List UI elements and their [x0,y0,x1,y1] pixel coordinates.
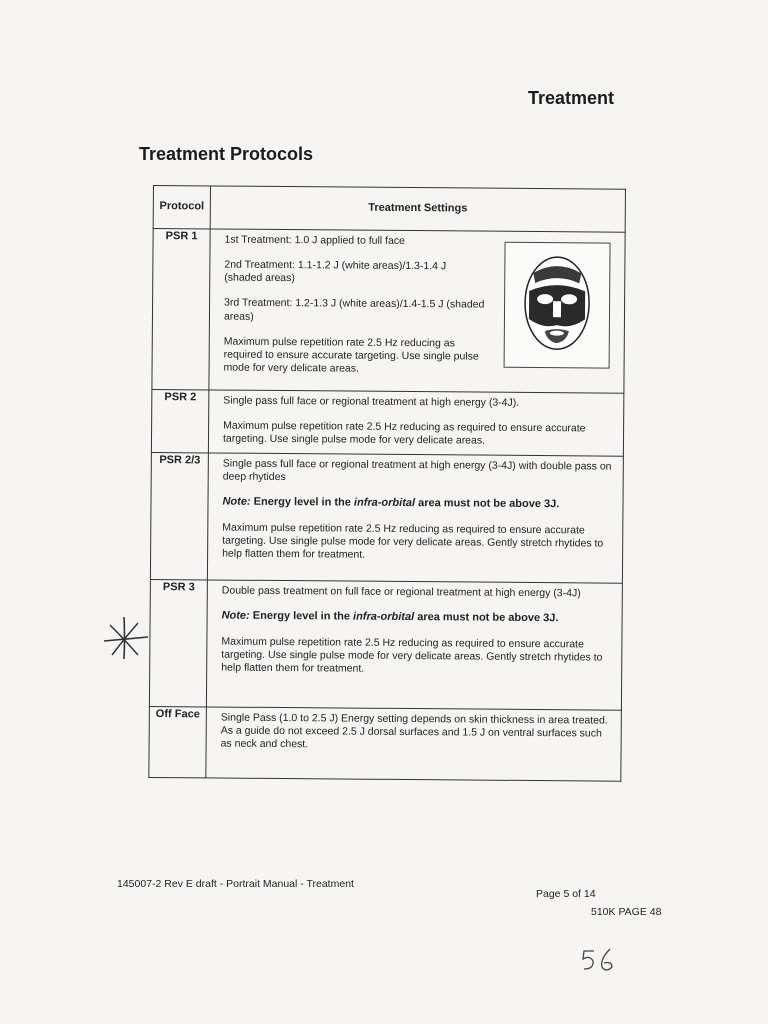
protocol-name: PSR 1 [152,229,210,390]
protocol-name: Off Face [149,706,207,777]
protocol-name: PSR 3 [149,579,207,706]
protocol-name: PSR 2 [151,389,208,452]
header-settings: Treatment Settings [210,186,625,232]
treatment-line: 1st Treatment: 1.0 J applied to full face [224,233,405,247]
note-text: area must not be above 3J. [417,611,559,625]
energy-note [222,610,616,627]
treatment-line: 3rd Treatment: 1.2-1.3 J (white areas)/1.4-1.5 J (shaded areas) [223,296,485,323]
note-emphasis: infra-orbital [353,496,416,510]
note-emphasis: infra-orbital [353,610,415,624]
table-row [150,452,623,583]
table-row [151,389,623,456]
table-header-row [153,186,625,233]
header-protocol: Protocol [153,186,210,229]
section-header: Treatment [528,88,615,108]
treatment-line: 2nd Treatment: 1.1-1.2 J (white areas)/1.3-1.4 J (shaded areas) [224,258,447,285]
protocol-table [148,185,626,782]
settings-cell [206,580,622,710]
treatment-line: Maximum pulse repetition rate 2.5 Hz reducing as required to ensure accurate targeting. Use single pulse mode for very delicate areas. [223,335,479,375]
settings-cell [208,390,623,456]
protocol-name: PSR 2/3 [150,452,208,579]
note-label: Note: [221,609,250,622]
note-text: Energy level in the [252,609,351,623]
handwritten-page-number [580,945,620,980]
treatment-line: Single pass full face or regional treatment at high energy (3-4J). [223,394,520,409]
note-label: Note: [222,495,251,509]
treatment-line: Maximum pulse repetition rate 2.5 Hz reducing as required to ensure accurate targeting. Use single pulse mode for very delicate areas. Gently stretch rhytides to help flatten them for treatment. [222,521,604,561]
table-row [152,229,625,394]
treatment-line: Single Pass (1.0 to 2.5 J) Energy setting depends on skin thickness in area treated. As a guide do not exceed 2.5 J dorsal surfaces and 1.5 J on ventral surfaces such as neck and chest. [220,711,608,751]
settings-cell [207,453,623,583]
page-title: Treatment Protocols [139,144,314,164]
submission-page: 510K PAGE 48 [591,906,662,918]
treatment-line: Maximum pulse repetition rate 2.5 Hz reducing as required to ensure accurate targeting. Use single pulse mode for very delicate areas. Gently stretch rhytides to help flatten them for treatment. [221,635,603,675]
settings-cell [209,229,625,393]
note-text: Energy level in the [253,496,351,509]
face-treatment-map-icon [505,243,610,368]
page-number: Page 5 of 14 [536,888,596,900]
treatment-line: Single pass full face or regional treatment at high energy (3-4J) with double pass on deep rhytides [222,457,612,484]
handwritten-asterisk-icon [100,613,152,668]
face-diagram [504,242,611,369]
energy-note [222,496,616,513]
table-row [149,579,622,710]
treatment-line: Double pass treatment on full face or regional treatment at high energy (3-4J) [221,584,581,600]
document-id: 145007-2 Rev E draft - Portrait Manual - Treatment [117,878,354,890]
table-row [149,706,622,781]
treatment-line: Maximum pulse repetition rate 2.5 Hz reducing as required to ensure accurate targeting. Use single pulse mode for very delicate areas. [222,419,586,447]
settings-cell [206,707,622,781]
note-text: area must not be above 3J. [418,497,560,511]
